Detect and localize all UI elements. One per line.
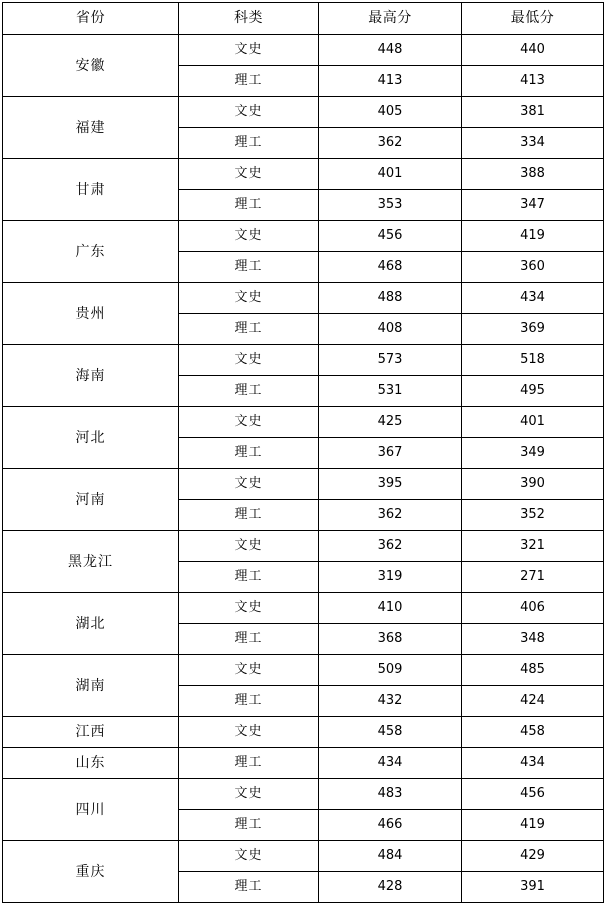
- cell-province: 贵州: [3, 283, 179, 345]
- cell-max-score: 483: [319, 779, 462, 810]
- cell-max-score: 410: [319, 593, 462, 624]
- cell-province: 河南: [3, 469, 179, 531]
- cell-category: 文史: [179, 283, 319, 314]
- cell-province: 海南: [3, 345, 179, 407]
- cell-max-score: 488: [319, 283, 462, 314]
- cell-max-score: 484: [319, 841, 462, 872]
- cell-min-score: 456: [462, 779, 604, 810]
- cell-min-score: 458: [462, 717, 604, 748]
- cell-max-score: 428: [319, 872, 462, 903]
- cell-min-score: 391: [462, 872, 604, 903]
- document-page: [0, 2, 605, 894]
- table-row: [3, 283, 604, 314]
- cell-category: 理工: [179, 624, 319, 655]
- cell-max-score: 531: [319, 376, 462, 407]
- cell-max-score: 405: [319, 97, 462, 128]
- cell-province: 湖南: [3, 655, 179, 717]
- cell-category: 文史: [179, 655, 319, 686]
- table-row: [3, 717, 604, 748]
- cell-category: 文史: [179, 717, 319, 748]
- cell-min-score: 434: [462, 748, 604, 779]
- cell-min-score: 518: [462, 345, 604, 376]
- table-row: [3, 97, 604, 128]
- cell-max-score: 362: [319, 500, 462, 531]
- cell-max-score: 408: [319, 314, 462, 345]
- table-row: [3, 345, 604, 376]
- cell-category: 文史: [179, 779, 319, 810]
- cell-category: 理工: [179, 872, 319, 903]
- cell-min-score: 434: [462, 283, 604, 314]
- column-header-category: 科类: [179, 3, 319, 35]
- cell-min-score: 360: [462, 252, 604, 283]
- cell-min-score: 390: [462, 469, 604, 500]
- cell-category: 文史: [179, 469, 319, 500]
- cell-province: 江西: [3, 717, 179, 748]
- cell-min-score: 388: [462, 159, 604, 190]
- cell-max-score: 456: [319, 221, 462, 252]
- cell-min-score: 406: [462, 593, 604, 624]
- cell-max-score: 362: [319, 531, 462, 562]
- cell-province: 重庆: [3, 841, 179, 903]
- cell-category: 文史: [179, 593, 319, 624]
- table-row: [3, 655, 604, 686]
- table-row: [3, 531, 604, 562]
- table-row: [3, 841, 604, 872]
- cell-category: 理工: [179, 190, 319, 221]
- cell-min-score: 271: [462, 562, 604, 593]
- table-body: [3, 35, 604, 903]
- cell-category: 理工: [179, 128, 319, 159]
- cell-min-score: 419: [462, 221, 604, 252]
- cell-category: 文史: [179, 841, 319, 872]
- cell-min-score: 424: [462, 686, 604, 717]
- cell-max-score: 413: [319, 66, 462, 97]
- column-header-province: 省份: [3, 3, 179, 35]
- table-row: [3, 159, 604, 190]
- cell-province: 广东: [3, 221, 179, 283]
- cell-max-score: 458: [319, 717, 462, 748]
- table-row: [3, 469, 604, 500]
- cell-min-score: 348: [462, 624, 604, 655]
- cell-min-score: 485: [462, 655, 604, 686]
- table-row: [3, 779, 604, 810]
- table-row: [3, 748, 604, 779]
- cell-category: 文史: [179, 97, 319, 128]
- cell-min-score: 369: [462, 314, 604, 345]
- cell-max-score: 448: [319, 35, 462, 66]
- cell-max-score: 353: [319, 190, 462, 221]
- cell-province: 河北: [3, 407, 179, 469]
- cell-category: 理工: [179, 686, 319, 717]
- cell-province: 福建: [3, 97, 179, 159]
- cell-max-score: 319: [319, 562, 462, 593]
- cell-category: 文史: [179, 407, 319, 438]
- cell-category: 理工: [179, 376, 319, 407]
- table-header: [3, 3, 604, 35]
- cell-category: 理工: [179, 438, 319, 469]
- cell-max-score: 368: [319, 624, 462, 655]
- cell-min-score: 495: [462, 376, 604, 407]
- cell-min-score: 334: [462, 128, 604, 159]
- cell-category: 文史: [179, 159, 319, 190]
- cell-max-score: 468: [319, 252, 462, 283]
- cell-min-score: 381: [462, 97, 604, 128]
- column-header-min-score: 最低分: [462, 3, 604, 35]
- cell-max-score: 367: [319, 438, 462, 469]
- cell-max-score: 432: [319, 686, 462, 717]
- cell-province: 甘肃: [3, 159, 179, 221]
- cell-min-score: 413: [462, 66, 604, 97]
- cell-max-score: 425: [319, 407, 462, 438]
- cell-category: 文史: [179, 221, 319, 252]
- cell-province: 山东: [3, 748, 179, 779]
- cell-category: 理工: [179, 810, 319, 841]
- table-header-row: [3, 3, 604, 35]
- cell-province: 湖北: [3, 593, 179, 655]
- cell-category: 理工: [179, 500, 319, 531]
- cell-max-score: 509: [319, 655, 462, 686]
- cell-category: 理工: [179, 66, 319, 97]
- cell-max-score: 434: [319, 748, 462, 779]
- cell-category: 理工: [179, 252, 319, 283]
- cell-min-score: 349: [462, 438, 604, 469]
- cell-max-score: 362: [319, 128, 462, 159]
- column-header-max-score: 最高分: [319, 3, 462, 35]
- cell-min-score: 401: [462, 407, 604, 438]
- cell-min-score: 352: [462, 500, 604, 531]
- cell-min-score: 429: [462, 841, 604, 872]
- table-row: [3, 593, 604, 624]
- table-row: [3, 407, 604, 438]
- cell-max-score: 395: [319, 469, 462, 500]
- cell-province: 安徽: [3, 35, 179, 97]
- cell-category: 文史: [179, 345, 319, 376]
- cell-province: 四川: [3, 779, 179, 841]
- cell-min-score: 419: [462, 810, 604, 841]
- cell-province: 黑龙江: [3, 531, 179, 593]
- cell-max-score: 573: [319, 345, 462, 376]
- cell-max-score: 401: [319, 159, 462, 190]
- cell-category: 理工: [179, 314, 319, 345]
- cell-category: 理工: [179, 748, 319, 779]
- cell-category: 文史: [179, 35, 319, 66]
- cell-min-score: 440: [462, 35, 604, 66]
- table-row: [3, 35, 604, 66]
- admission-scores-table: [2, 2, 604, 903]
- cell-min-score: 347: [462, 190, 604, 221]
- cell-category: 理工: [179, 562, 319, 593]
- table-row: [3, 221, 604, 252]
- cell-min-score: 321: [462, 531, 604, 562]
- cell-max-score: 466: [319, 810, 462, 841]
- cell-category: 文史: [179, 531, 319, 562]
